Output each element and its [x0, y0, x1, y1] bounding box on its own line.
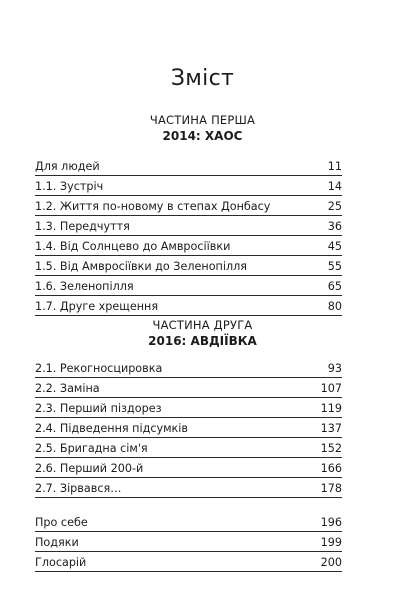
toc-entry-page: 119 [320, 402, 342, 415]
part-one-title: 2014: ХАОС [162, 129, 243, 143]
part-one-toc [35, 156, 342, 316]
toc-entry-page: 137 [320, 422, 342, 435]
part-two-toc [35, 358, 342, 498]
toc-entry [35, 358, 342, 378]
toc-entry-page: 199 [320, 536, 342, 549]
toc-entry-label: Для людей [35, 160, 100, 173]
toc-entry-label: 1.2. Життя по-новому в степах Донбасу [35, 200, 271, 213]
page-title: Зміст [170, 66, 235, 91]
toc-entry [35, 276, 342, 296]
toc-entry [35, 458, 342, 478]
toc-entry-page: 36 [327, 220, 342, 233]
toc-entry-label: 2.2. Заміна [35, 382, 100, 395]
toc-entry-label: 2.1. Рекогносцировка [35, 362, 163, 375]
toc-entry [35, 156, 342, 176]
toc-entry-label: 1.3. Передчуття [35, 220, 130, 233]
toc-entry-label: 2.5. Бригадна сім'я [35, 442, 148, 455]
toc-entry-page: 152 [320, 442, 342, 455]
toc-entry-label: 1.1. Зустріч [35, 180, 104, 193]
toc-entry [35, 552, 342, 572]
toc-entry [35, 196, 342, 216]
toc-entry-label: 1.7. Друге хрещення [35, 300, 159, 313]
toc-entry-page: 107 [320, 382, 342, 395]
toc-entry-label: 2.4. Підведення підсумків [35, 422, 188, 435]
part-one-label: ЧАСТИНА ПЕРША [149, 113, 256, 127]
toc-entry [35, 398, 342, 418]
toc-entry-label: Подяки [35, 536, 79, 549]
toc-entry [35, 236, 342, 256]
toc-entry-label: Про себе [35, 516, 88, 529]
toc-entry-page: 45 [327, 240, 342, 253]
toc-entry-page: 166 [320, 462, 342, 475]
toc-entry-page: 80 [327, 300, 342, 313]
toc-entry-label: 2.6. Перший 200-й [35, 462, 144, 475]
toc-entry-page: 65 [327, 280, 342, 293]
toc-entry [35, 512, 342, 532]
toc-entry [35, 478, 342, 498]
toc-entry [35, 532, 342, 552]
toc-entry-label: 1.5. Від Амвросіївки до Зеленопілля [35, 260, 247, 273]
toc-entry-page: 200 [320, 556, 342, 569]
toc-entry-label: 1.4. Від Солнцево до Амвросіївки [35, 240, 231, 253]
toc-entry [35, 256, 342, 276]
toc-entry [35, 438, 342, 458]
toc-entry-label: Глосарій [35, 556, 87, 569]
part-two-label: ЧАСТИНА ДРУГА [152, 318, 253, 332]
toc-entry [35, 296, 342, 316]
toc-entry [35, 418, 342, 438]
toc-entry [35, 216, 342, 236]
part-two-title: 2016: АВДІЇВКА [148, 334, 257, 348]
toc-entry-page: 14 [327, 180, 342, 193]
toc-entry-page: 178 [320, 482, 342, 495]
toc-entry-page: 25 [327, 200, 342, 213]
toc-entry-page: 196 [320, 516, 342, 529]
appendix-toc [35, 512, 342, 572]
toc-entry [35, 176, 342, 196]
toc-entry [35, 378, 342, 398]
toc-entry-label: 2.7. Зірвався… [35, 482, 122, 495]
toc-entry-page: 55 [327, 260, 342, 273]
toc-entry-label: 2.3. Перший піздорез [35, 402, 162, 415]
toc-entry-page: 11 [327, 160, 342, 173]
toc-entry-page: 93 [327, 362, 342, 375]
toc-entry-label: 1.6. Зеленопілля [35, 280, 134, 293]
